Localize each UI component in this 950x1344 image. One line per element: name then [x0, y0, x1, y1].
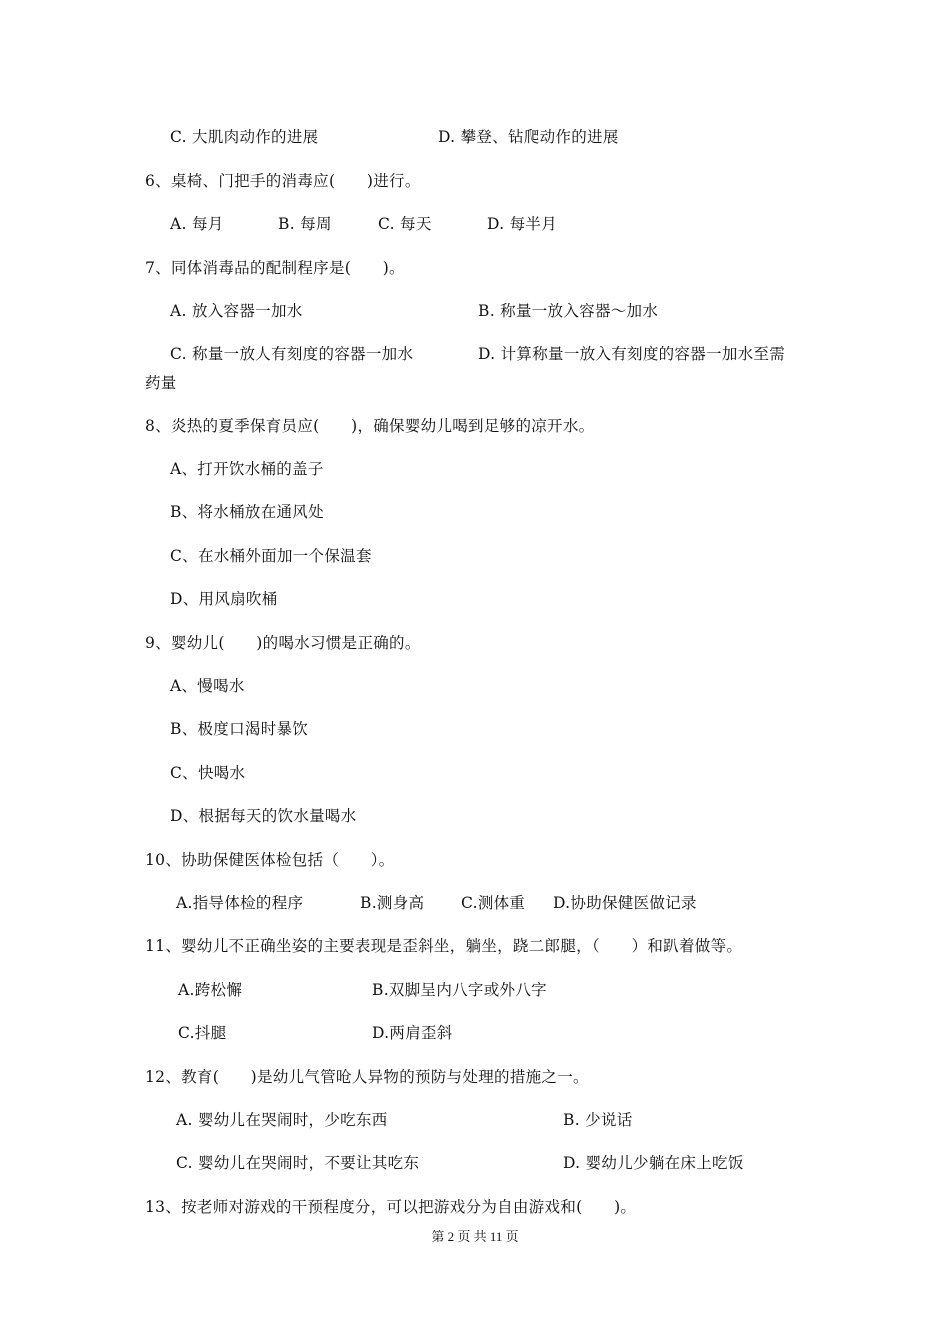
- q8-option-a: A、打开饮水桶的盖子: [170, 460, 324, 478]
- q6-option-c: C. 每天: [378, 215, 432, 233]
- q11-option-b: B.双脚呈内八字或外八字: [372, 981, 547, 999]
- q6-option-b: B. 每周: [278, 215, 332, 233]
- q8-stem: 8、炎热的夏季保育员应( )，确保婴幼儿喝到足够的凉开水。: [145, 417, 595, 435]
- q5-option-c: C. 大肌肉动作的进展: [170, 128, 319, 146]
- q7-option-a: A. 放入容器一加水: [170, 302, 303, 320]
- q12-option-d: D. 婴幼儿少躺在床上吃饭: [563, 1154, 744, 1172]
- q8-option-d: D、用风扇吹桶: [170, 590, 278, 608]
- q9-option-d: D、根据每天的饮水量喝水: [170, 807, 357, 825]
- q13-stem: 13、按老师对游戏的干预程度分，可以把游戏分为自由游戏和( )。: [145, 1198, 637, 1216]
- q9-option-b: B、极度口渴时暴饮: [170, 720, 309, 738]
- page-number-footer: 第 2 页 共 11 页: [431, 1229, 519, 1244]
- q10-option-c: C.测体重: [461, 894, 526, 912]
- q8-option-c: C、在水桶外面加一个保温套: [170, 547, 372, 565]
- q7-option-d-continued: 药量: [145, 374, 177, 392]
- q7-option-c: C. 称量一放人有刻度的容器一加水: [170, 345, 414, 363]
- q8-option-b: B、将水桶放在通风处: [170, 503, 324, 521]
- q5-option-d: D. 攀登、钻爬动作的进展: [438, 128, 619, 146]
- q9-stem: 9、婴幼儿( )的喝水习惯是正确的。: [145, 634, 421, 652]
- q10-option-d: D.协助保健医做记录: [553, 894, 697, 912]
- q11-stem: 11、婴幼儿不正确坐姿的主要表现是歪斜坐，躺坐，跷二郎腿，（ ）和趴着做等。: [145, 937, 743, 955]
- q12-option-b: B. 少说话: [563, 1111, 633, 1129]
- q12-option-a: A. 婴幼儿在哭闹时，少吃东西: [176, 1111, 388, 1129]
- q11-option-c: C.抖腿: [178, 1024, 227, 1042]
- q12-option-c: C. 婴幼儿在哭闹时，不要让其吃东: [176, 1154, 420, 1172]
- q11-option-a: A.跨松懈: [178, 981, 243, 999]
- q11-option-d: D.两肩歪斜: [372, 1024, 453, 1042]
- q6-option-a: A. 每月: [170, 215, 224, 233]
- q9-option-c: C、快喝水: [170, 764, 246, 782]
- q12-stem: 12、教育( )是幼儿气管呛人异物的预防与处理的措施之一。: [145, 1068, 589, 1086]
- q7-option-b: B. 称量一放入容器～加水: [478, 302, 659, 320]
- q9-option-a: A、慢喝水: [170, 677, 245, 695]
- q6-option-d: D. 每半月: [487, 215, 558, 233]
- q10-option-b: B.测身高: [360, 894, 425, 912]
- q6-stem: 6、桌椅、门把手的消毒应( )进行。: [145, 172, 421, 190]
- q7-stem: 7、同体消毒品的配制程序是( )。: [145, 259, 405, 277]
- q7-option-d: D. 计算称量一放入有刻度的容器一加水至需: [478, 345, 786, 363]
- q10-stem: 10、协助保健医体检包括（ ）。: [145, 851, 395, 869]
- q10-option-a: A.指导体检的程序: [176, 894, 304, 912]
